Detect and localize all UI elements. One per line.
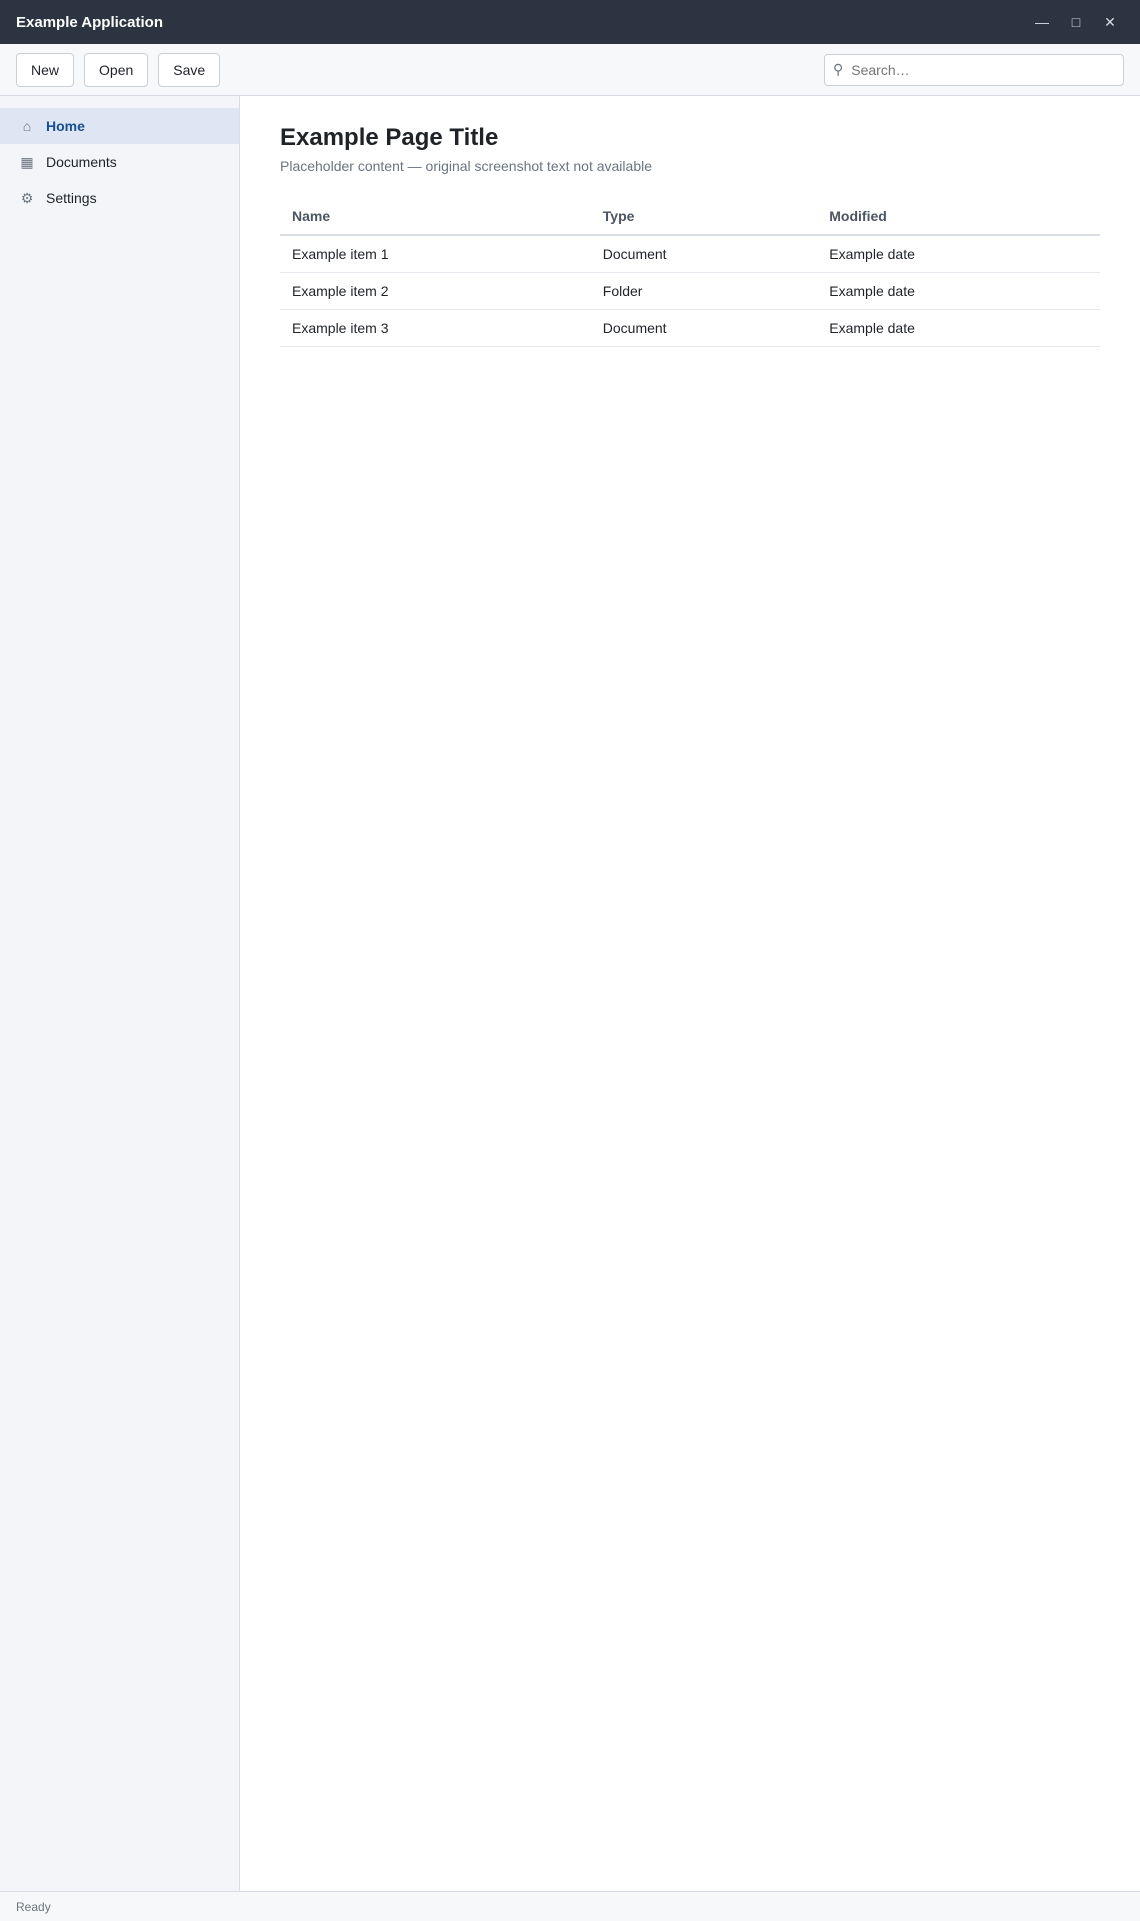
search-icon: ⚲: [833, 61, 844, 77]
new-button[interactable]: New: [16, 53, 74, 87]
sidebar-item-label: Documents: [46, 154, 117, 170]
table-cell: Example item 1: [280, 235, 591, 273]
minimize-icon[interactable]: —: [1035, 14, 1049, 30]
table-cell: Example item 2: [280, 273, 591, 310]
sidebar-item-home[interactable]: [0, 108, 239, 144]
sidebar: [0, 96, 240, 1891]
status-text: Ready: [16, 1899, 51, 1914]
table-cell: Document: [591, 310, 818, 347]
window-title: Example Application: [16, 13, 163, 31]
column-header[interactable]: Modified: [817, 198, 1100, 235]
content-area: [0, 96, 1140, 1891]
table-cell: Example date: [817, 310, 1100, 347]
status-bar: [0, 1891, 1140, 1921]
page-subtitle: Placeholder content — original screenshot text not available: [280, 158, 652, 174]
data-table: [280, 198, 1100, 347]
toolbar: [0, 44, 1140, 96]
main-panel: [240, 96, 1140, 1891]
save-button[interactable]: Save: [158, 53, 220, 87]
gear-icon: ⚙: [20, 189, 34, 206]
table-header-row: [280, 198, 1100, 235]
table-row[interactable]: [280, 310, 1100, 347]
sidebar-item-label: Settings: [46, 190, 97, 206]
table-cell: Example date: [817, 273, 1100, 310]
column-header[interactable]: Name: [280, 198, 591, 235]
search-input[interactable]: [849, 61, 1115, 79]
sidebar-item-documents[interactable]: [0, 144, 239, 180]
page-title: Example Page Title: [280, 124, 499, 151]
table-cell: Document: [591, 235, 818, 273]
folder-icon: ▦: [20, 153, 34, 170]
column-header[interactable]: Type: [591, 198, 818, 235]
home-icon: ⌂: [22, 118, 32, 134]
sidebar-item-label: Home: [46, 118, 85, 134]
sidebar-item-settings[interactable]: [0, 180, 239, 216]
title-bar: [0, 0, 1140, 44]
table-row[interactable]: [280, 235, 1100, 273]
table-cell: Example item 3: [280, 310, 591, 347]
maximize-icon[interactable]: □: [1071, 14, 1081, 30]
close-icon[interactable]: ✕: [1104, 13, 1116, 30]
table-cell: Folder: [591, 273, 818, 310]
table-cell: Example date: [817, 235, 1100, 273]
open-button[interactable]: Open: [84, 53, 148, 87]
search-box: [824, 54, 1124, 86]
table-row[interactable]: [280, 273, 1100, 310]
